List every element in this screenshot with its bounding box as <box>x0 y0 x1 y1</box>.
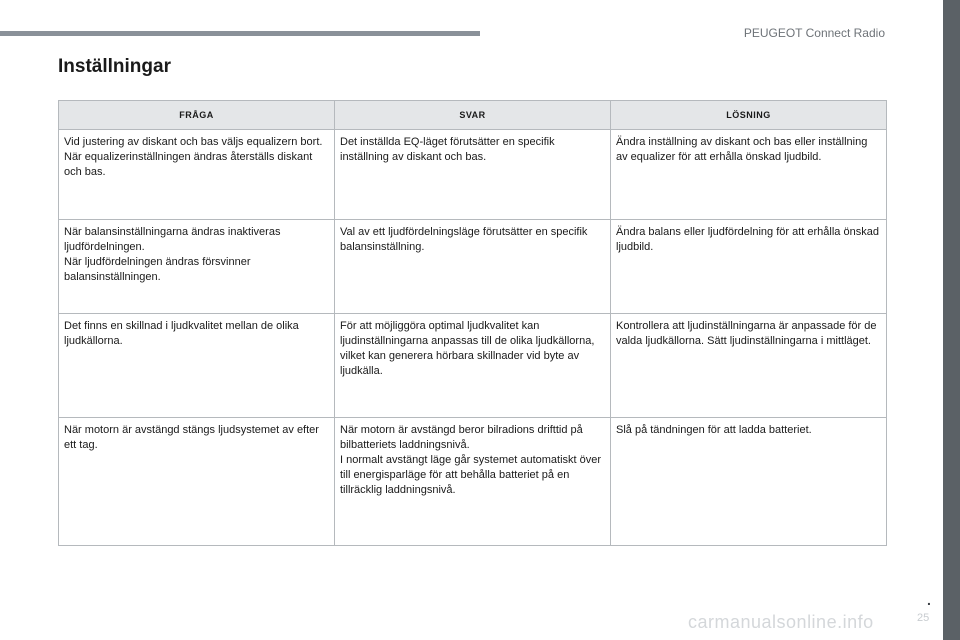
table-row <box>59 220 887 314</box>
page-title: Inställningar <box>58 56 171 77</box>
page-dot: . <box>927 592 931 608</box>
column-header-fraga: FRÅGA <box>59 101 335 130</box>
watermark: carmanualsonline.info <box>688 612 874 632</box>
cell-fraga: När balansinställningarna ändras inaktiveras ljudfördelningen. När ljudfördelningen ändras försvinner balansinställningen. <box>59 220 335 314</box>
table-row <box>59 130 887 220</box>
table-header-row <box>59 101 887 130</box>
page-number: 25 <box>917 612 930 624</box>
cell-svar: När motorn är avstängd beror bilradions drifttid på bilbatteriets laddningsnivå. I normalt avstängt läge går systemet automatiskt över till energisparläge för att behålla batteriet på en tillräcklig laddningsnivå. <box>335 418 611 546</box>
brand-label: PEUGEOT Connect Radio <box>743 26 885 40</box>
cell-losning: Kontrollera att ljudinställningarna är anpassade för de valda ljudkällorna. Sätt ljudinställningarna i mittläget. <box>611 314 887 418</box>
cell-fraga: När motorn är avstängd stängs ljudsystemet av efter ett tag. <box>59 418 335 546</box>
cell-losning: Slå på tändningen för att ladda batteriet. <box>611 418 887 546</box>
cell-losning: Ändra balans eller ljudfördelning för att erhålla önskad ljudbild. <box>611 220 887 314</box>
table-row <box>59 418 887 546</box>
cell-svar: Val av ett ljudfördelningsläge förutsätter en specifik balansinställning. <box>335 220 611 314</box>
cell-fraga: Det finns en skillnad i ljudkvalitet mellan de olika ljudkällorna. <box>59 314 335 418</box>
cell-losning: Ändra inställning av diskant och bas eller inställning av equalizer för att erhålla önskad ljudbild. <box>611 130 887 220</box>
side-strip <box>943 0 960 640</box>
column-header-losning: LÖSNING <box>611 101 887 130</box>
cell-svar: Det inställda EQ-läget förutsätter en specifik inställning av diskant och bas. <box>335 130 611 220</box>
column-header-svar: SVAR <box>335 101 611 130</box>
table-row <box>59 314 887 418</box>
faq-table <box>58 100 887 546</box>
header-rule <box>0 31 480 36</box>
cell-fraga: Vid justering av diskant och bas väljs equalizern bort. När equalizerinställningen ändras återställs diskant och bas. <box>59 130 335 220</box>
cell-svar: För att möjliggöra optimal ljudkvalitet kan ljudinställningarna anpassas till de olika ljudkällorna, vilket kan generera hörbara skillnader vid byte av ljudkälla. <box>335 314 611 418</box>
